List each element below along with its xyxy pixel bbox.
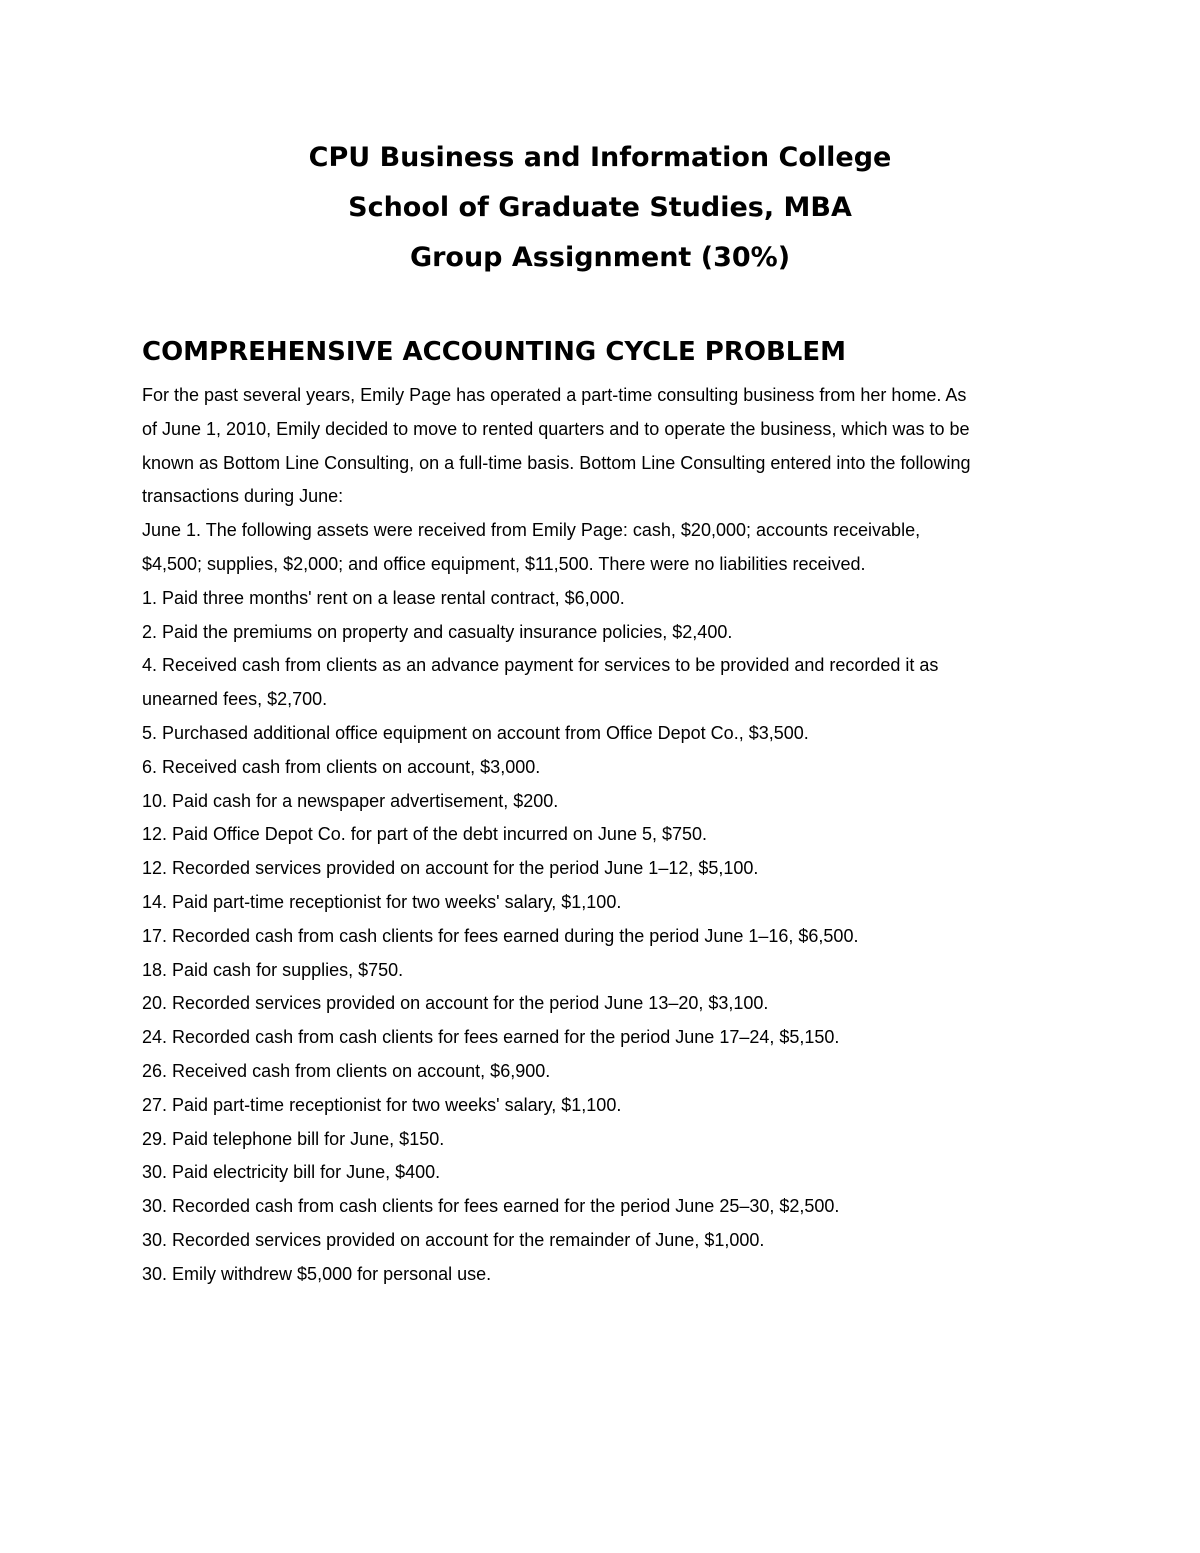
transaction-entry	[142, 954, 1062, 988]
transaction-line: 14. Paid part-time receptionist for two weeks' salary, $1,100.	[142, 891, 622, 912]
assignment-title: Group Assignment (30%)	[409, 242, 791, 273]
transaction-entry	[142, 717, 1062, 751]
transaction-entry	[142, 649, 1062, 717]
transaction-line: 6. Received cash from clients on account, $3,000.	[142, 756, 541, 777]
transaction-line: $4,500; supplies, $2,000; and office equipment, $11,500. There were no liabilities received.	[142, 553, 866, 574]
transaction-entry	[142, 785, 1062, 819]
transaction-line: 30. Paid electricity bill for June, $400.	[142, 1162, 441, 1183]
transaction-line: 26. Received cash from clients on account, $6,900.	[142, 1060, 551, 1081]
school-name: School of Graduate Studies, MBA	[348, 192, 852, 223]
transaction-entry	[142, 1089, 1062, 1123]
transaction-entry	[142, 1190, 1062, 1224]
intro-line: of June 1, 2010, Emily decided to move to rented quarters and to operate the business, which was to be	[142, 418, 970, 439]
intro-paragraph	[142, 379, 1062, 514]
transaction-line: 18. Paid cash for supplies, $750.	[142, 959, 404, 980]
transaction-line: 20. Recorded services provided on account for the period June 13–20, $3,100.	[142, 993, 769, 1014]
document-header	[0, 138, 1200, 288]
transaction-line: 2. Paid the premiums on property and casualty insurance policies, $2,400.	[142, 621, 733, 642]
transaction-entry	[142, 1055, 1062, 1089]
transaction-line: 17. Recorded cash from cash clients for fees earned during the period June 1–16, $6,500.	[142, 925, 859, 946]
transaction-entry	[142, 1224, 1062, 1258]
transaction-entry	[142, 751, 1062, 785]
transaction-entry	[142, 1123, 1062, 1157]
intro-line: transactions during June:	[142, 486, 344, 507]
transaction-line: 5. Purchased additional office equipment on account from Office Depot Co., $3,500.	[142, 722, 809, 743]
problem-body	[142, 379, 1062, 1292]
transaction-entry	[142, 1156, 1062, 1190]
transaction-entry	[142, 582, 1062, 616]
college-name: CPU Business and Information College	[308, 142, 892, 173]
transaction-line: 1. Paid three months' rent on a lease rental contract, $6,000.	[142, 587, 625, 608]
transaction-line: 10. Paid cash for a newspaper advertisement, $200.	[142, 790, 559, 811]
transaction-entry	[142, 987, 1062, 1021]
transaction-line: 12. Recorded services provided on account for the period June 1–12, $5,100.	[142, 858, 759, 879]
transaction-entry	[142, 1258, 1062, 1292]
transaction-entry	[142, 1021, 1062, 1055]
transaction-line: 24. Recorded cash from cash clients for fees earned for the period June 17–24, $5,150.	[142, 1027, 840, 1048]
transaction-entry	[142, 818, 1062, 852]
section-title: COMPREHENSIVE ACCOUNTING CYCLE PROBLEM	[142, 337, 846, 367]
transaction-entry	[142, 616, 1062, 650]
transaction-line: 30. Recorded services provided on account for the remainder of June, $1,000.	[142, 1229, 765, 1250]
intro-line: known as Bottom Line Consulting, on a full-time basis. Bottom Line Consulting entered into the following	[142, 452, 971, 473]
transaction-entry	[142, 886, 1062, 920]
transaction-line: 29. Paid telephone bill for June, $150.	[142, 1128, 445, 1149]
transaction-entry	[142, 514, 1062, 582]
intro-line: For the past several years, Emily Page has operated a part-time consulting business from her home. As	[142, 385, 967, 405]
transaction-entry	[142, 920, 1062, 954]
transaction-line: 12. Paid Office Depot Co. for part of the debt incurred on June 5, $750.	[142, 824, 708, 845]
transaction-line: 30. Emily withdrew $5,000 for personal use.	[142, 1263, 492, 1284]
transaction-line: 27. Paid part-time receptionist for two weeks' salary, $1,100.	[142, 1094, 622, 1115]
transaction-line: 30. Recorded cash from cash clients for fees earned for the period June 25–30, $2,500.	[142, 1196, 840, 1217]
transaction-line: 4. Received cash from clients as an advance payment for services to be provided and recorded it as	[142, 655, 939, 676]
transaction-line: unearned fees, $2,700.	[142, 689, 328, 710]
transaction-line: June 1. The following assets were received from Emily Page: cash, $20,000; accounts receivable,	[142, 520, 921, 541]
transaction-entry	[142, 852, 1062, 886]
